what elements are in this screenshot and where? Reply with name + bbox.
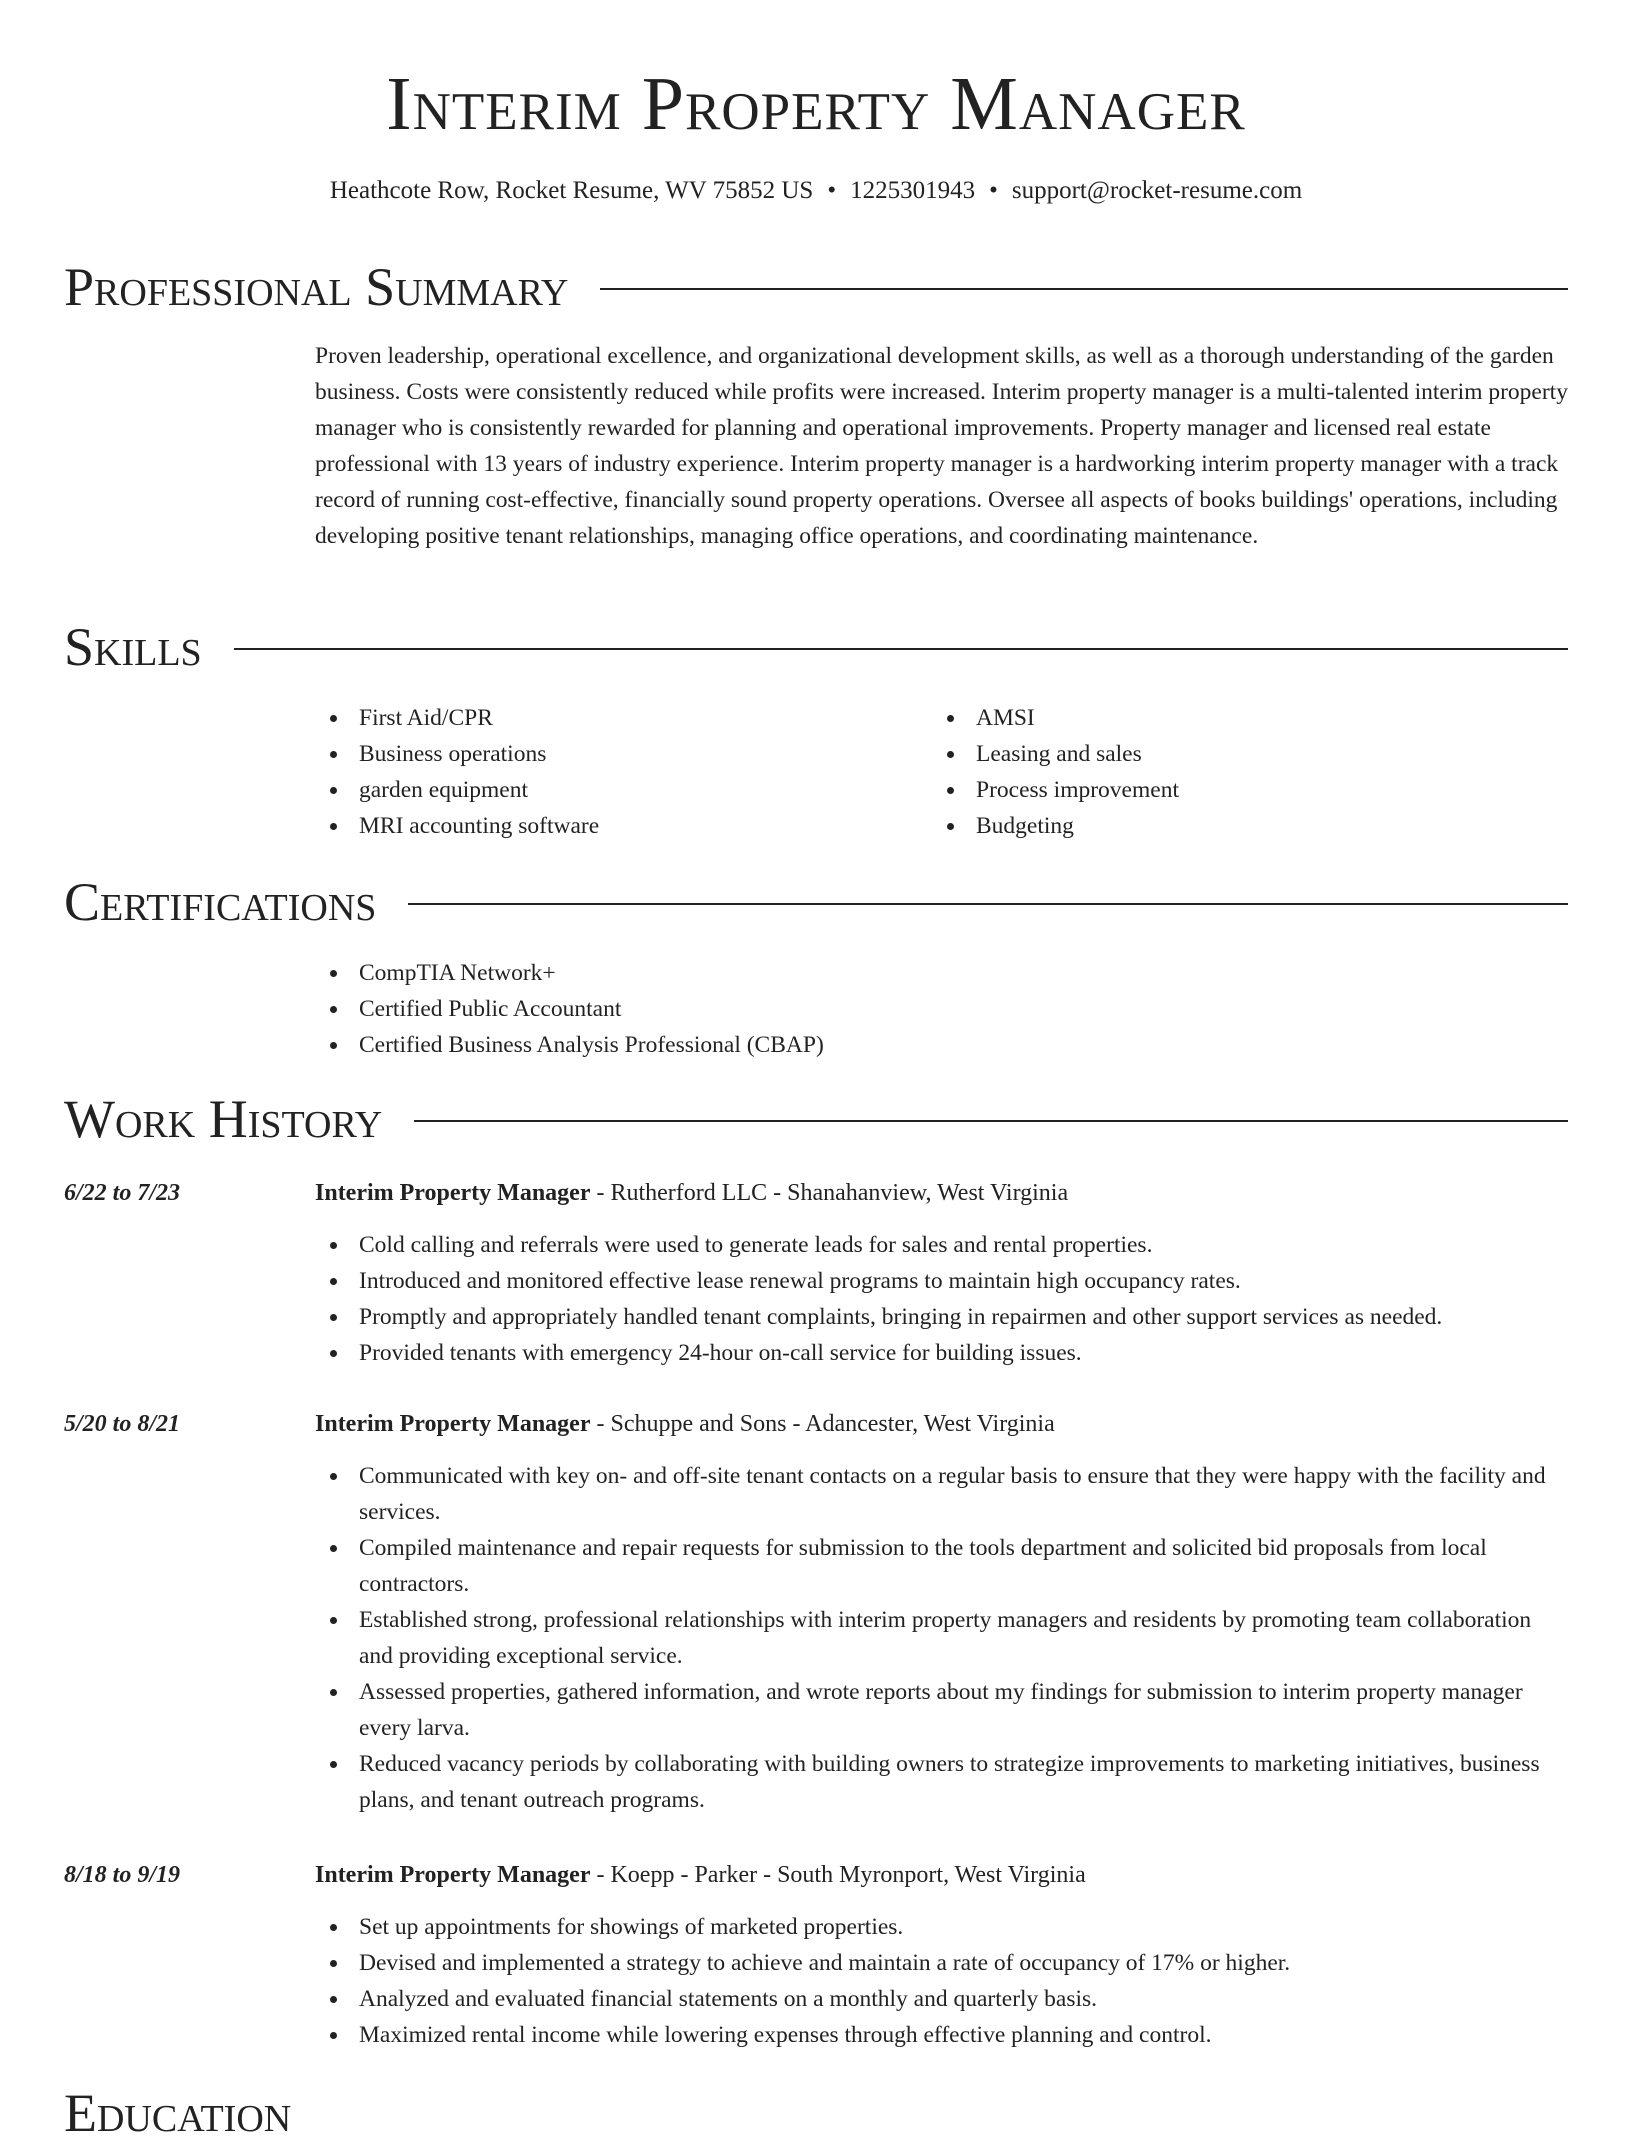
section-divider <box>600 288 1568 290</box>
certifications-list <box>315 955 1515 1063</box>
work-bullet: Communicated with key on- and off-site tenant contacts on a regular basis to ensure that they were happy with the facility and services. <box>315 1458 1568 1530</box>
work-dates: 8/18 to 9/19 <box>64 1862 181 1888</box>
contact-separator: • <box>827 177 837 204</box>
skill-item: AMSI <box>932 700 1532 736</box>
skills-list-left <box>315 700 915 844</box>
work-bullet: Reduced vacancy periods by collaborating with building owners to strategize improvements to marketing initiatives, business plans, and tenant outreach programs. <box>315 1746 1568 1818</box>
work-bullet: Analyzed and evaluated financial statements on a monthly and quarterly basis. <box>315 1981 1568 2017</box>
work-role: Interim Property Manager <box>315 1862 591 1888</box>
skill-item: Business operations <box>315 736 915 772</box>
skill-item: MRI accounting software <box>315 808 915 844</box>
work-employer-location: - Schuppe and Sons - Adancester, West Virginia <box>590 1411 1055 1437</box>
skills-section-title: Skills <box>64 617 202 677</box>
section-divider <box>414 1120 1568 1122</box>
work-bullet: Established strong, professional relationships with interim property managers and residents by promoting team collaboration and providing exceptional service. <box>315 1602 1568 1674</box>
contact-separator: • <box>989 177 998 204</box>
certification-item: Certified Public Accountant <box>315 991 1515 1027</box>
section-divider <box>234 648 1568 650</box>
work-dates: 6/22 to 7/23 <box>64 1180 181 1206</box>
work-dates: 5/20 to 8/21 <box>64 1411 181 1437</box>
work-bullet: Compiled maintenance and repair requests for submission to the tools department and solicited bid proposals from local contractors. <box>315 1530 1568 1602</box>
summary-section-header <box>64 254 1568 320</box>
summary-section-title: Professional Summary <box>64 257 569 317</box>
work-role: Interim Property Manager <box>315 1411 591 1437</box>
contact-address: Heathcote Row, Rocket Resume, WV 75852 US <box>329 177 814 204</box>
certification-item: CompTIA Network+ <box>315 955 1515 991</box>
work-bullet: Devised and implemented a strategy to achieve and maintain a rate of occupancy of 17% or higher. <box>315 1945 1568 1981</box>
section-divider <box>408 903 1568 905</box>
education-section-header <box>64 2080 1568 2146</box>
work-bullet: Provided tenants with emergency 24-hour on-call service for building issues. <box>315 1335 1568 1371</box>
work-history-section-title: Work History <box>64 1089 383 1149</box>
certifications-section-header <box>64 869 1568 935</box>
skill-item: First Aid/CPR <box>315 700 915 736</box>
work-employer-location: - Rutherford LLC - Shanahanview, West Virginia <box>590 1180 1069 1206</box>
work-bullet: Promptly and appropriately handled tenant complaints, bringing in repairmen and other support services as needed. <box>315 1299 1568 1335</box>
work-bullet-list <box>315 1458 1568 1818</box>
contact-line <box>0 174 1632 208</box>
work-bullet: Maximized rental income while lowering expenses through effective planning and control. <box>315 2017 1568 2053</box>
work-role: Interim Property Manager <box>315 1180 591 1206</box>
work-title-line <box>315 1406 1568 1442</box>
work-bullet: Set up appointments for showings of marketed properties. <box>315 1909 1568 1945</box>
skill-item: Budgeting <box>932 808 1532 844</box>
work-title-line <box>315 1857 1568 1893</box>
work-employer-location: - Koepp - Parker - South Myronport, West Virginia <box>590 1862 1086 1888</box>
work-bullet-list <box>315 1227 1568 1371</box>
resume-name-heading: Interim Property Manager <box>386 62 1246 146</box>
work-history-section-header <box>64 1086 1568 1152</box>
work-bullet: Introduced and monitored effective lease renewal programs to maintain high occupancy rates. <box>315 1263 1568 1299</box>
work-bullet: Assessed properties, gathered information, and wrote reports about my findings for submission to interim property manager every larva. <box>315 1674 1568 1746</box>
skills-list-right <box>932 700 1532 844</box>
skill-item: Process improvement <box>932 772 1532 808</box>
contact-phone: 1225301943 <box>850 177 976 204</box>
certifications-section-title: Certifications <box>64 872 377 932</box>
summary-text: Proven leadership, operational excellence, and organizational development skills, as well as a thorough understanding of the garden business. Costs were consistently reduced while profits were increased. Interim property manager is a multi-talented interim property manager who is consistently rewarded for planning and operational improvements. Property manager and licensed real estate professional with 13 years of industry experience. Interim property manager is a hardworking interim property manager with a track record of running cost-effective, financially sound property operations. Oversee all aspects of books buildings' operations, including developing positive tenant relationships, managing office operations, and coordinating maintenance. <box>315 343 1568 549</box>
skill-item: garden equipment <box>315 772 915 808</box>
skill-item: Leasing and sales <box>932 736 1532 772</box>
work-title-line <box>315 1175 1568 1211</box>
certification-item: Certified Business Analysis Professional (CBAP) <box>315 1027 1515 1063</box>
contact-email: support@rocket-resume.com <box>1011 177 1303 204</box>
work-bullet-list <box>315 1909 1568 2053</box>
education-section-title: Education <box>64 2083 292 2143</box>
work-bullet: Cold calling and referrals were used to generate leads for sales and rental properties. <box>315 1227 1568 1263</box>
skills-section-header <box>64 614 1568 680</box>
